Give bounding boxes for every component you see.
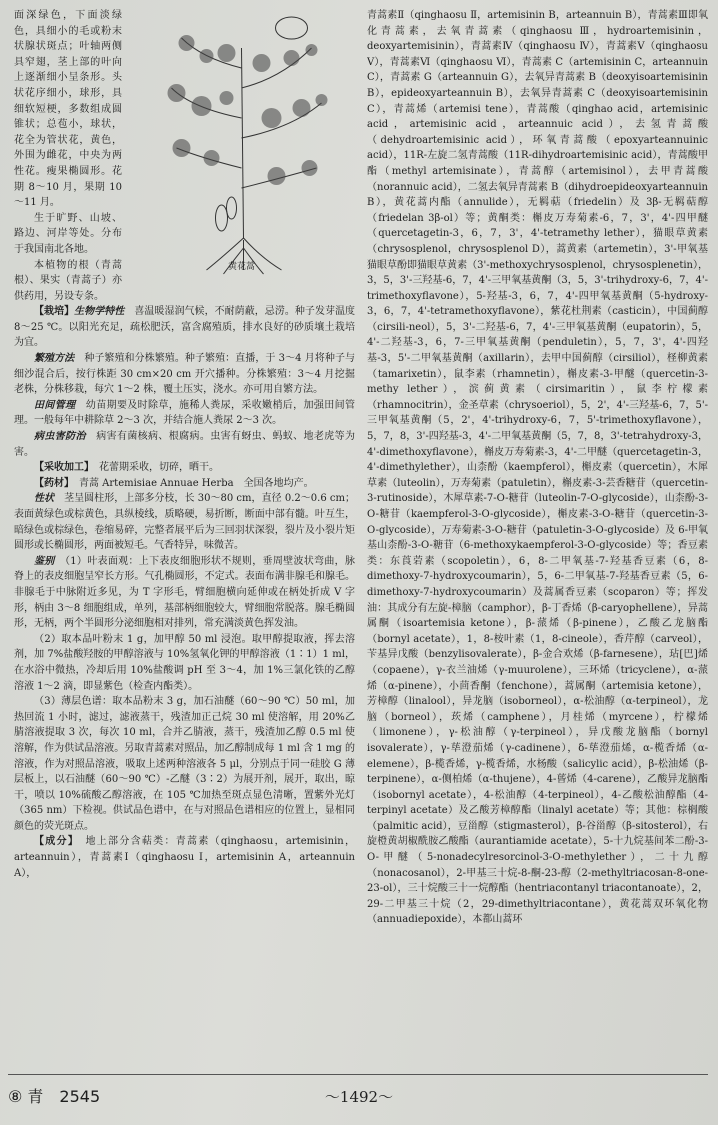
section-heading: 【药材】 (34, 477, 69, 489)
related-text: 本植物的根（青蒿根）、果实（青蒿子）亦供药用，另设专条。 (14, 259, 122, 302)
footer-rule (8, 1074, 708, 1075)
components-para (14, 834, 355, 881)
subheading: 田间管理 (34, 399, 76, 411)
artemisia-drawing-icon (128, 8, 355, 278)
para-text: 花蕾期采收，切碎，晒干。 (99, 462, 219, 474)
figure-caption: 黄花蒿 (227, 262, 255, 273)
subheading: 病虫害防治 (34, 431, 86, 443)
subheading: 鉴别 (34, 555, 55, 567)
para-text: （1）叶表面观：上下表皮细胞形状不规则，垂周壁波状弯曲，脉脊上的表皮细胞呈窄长方形。气孔椭圆形，不定式。表面布满非腺毛和腺毛。非腺毛于中脉附近多见，为 T 字形毛，臂细胞横向延伸或在柄处折成 V 字形，柄由 3～8 细胞组成，单列，基部柄细胞较大，臂细胞常脱落。腺毛椭圆形，无柄，两个半圆形分泌细胞相对排列，常充满淡黄色挥发油。 (14, 555, 355, 630)
right-column (367, 8, 708, 1068)
para-text: 茎呈圆柱形，上部多分枝，长 30～80 cm，直径 0.2～0.6 cm；表面黄绿色或棕黄色，具纵棱线，质略硬，易折断，断面中部有髓。叶互生，暗绿色或棕绿色，卷缩易碎，完整者展平后为三回羽状深裂，裂片及小裂片矩圆形或长椭圆形，两面被短毛。气香特异，味微苦。 (14, 493, 355, 552)
para-text: 种子繁殖和分株繁殖。种子繁殖：直播，于 3～4 月将种子与细沙混合后，按行株距 30 cm×20 cm 开穴播种。分株繁殖：3～4 月挖掘老株，分株移栽，每穴 1～2 株，覆土压实，浇水。亦可用自繁方法。 (14, 353, 355, 396)
field-management-para (14, 398, 355, 429)
components-continued: 青蒿素Ⅱ（qinghaosu Ⅱ，artemisinin B，arteannuin B），青蒿素Ⅲ即氧化青蒿素，去氧青蒿素（qinghaosu Ⅲ，hydroartemisinin，deoxyartemisinin），青蒿素Ⅳ（qinghaosu Ⅳ），青蒿素Ⅴ（qinghaosu Ⅴ），青蒿素Ⅵ（qinghaosu Ⅵ），青蒿素 C（artemisinin C，arteannuin C），青蒿素 G（arteannuin G），去氧异青蒿素 B（deoxyisoartemisinin B），epideoxyarteannuin B），去氧异青蒿素 C（deoxyisoartemisinin C），青蒿烯（artemisi tene），青蒿酸（qinghao acid，artemisinic acid，artemisinic acid，arteannuic acid），去氢青蒿酸（dehydroartemisinic acid），环氧青蒿酸（epoxyarteannuinic acid），11R-左旋二氢青蒿酸（11R-dihydroartemisinic acid），青蒿酸甲酯（methyl artemisinate），青蒿醇（artemisinol），去甲青蒿酸（norannuic acid），二氢去氧异青蒿素 B（dihydroepideoxyarteannuin B），黄花蒿内酯（annulide），无羁萜（friedelin）及 3β-无羁萜醇（friedelan 3β-ol）等；黄酮类：槲皮万寿菊素-6，7，3'，4'-四甲醚（quercetagetin-3，6，7，3'，4'-tetramethy lether），猫眼草黄素（chrysosplenol，chrysosplenol D），蒿黄素（artemetin），3'-甲氧基猫眼草酚即猫眼草黄素（3'-methoxychrysosplenol，chrysosplenetin），3，5，3'-三羟基-6，7，4'-三甲氧基黄酮（3，5，3'-trihydroxy-6，7，4'-trimethoxyflavone），5-羟基-3，6，7，4'-四甲氧基黄酮（5-hydroxy-3，6，7，4'-tetramethoxyflavone），紫花杜荆素（casticin），中国蓟醇（cirsili-neol），5，3'-二羟基-6，7，4'-三甲氧基黄酮（eupatorin），5，4'-二羟基-3，6，7-三甲氧基黄酮（penduletin），5，7，3'，4'-四羟基-3，5'-二甲氧基黄酮（axillarin），去甲中国蓟醇（cirsiliol），柽柳黄素（tamarixetin），鼠李素（rhamnetin），槲皮素-3-甲醚（quercetin-3-methy lether），滨蓟黄素（cirsimaritin），鼠李柠檬素（rhamnocitrin），金圣草素（chrysoeriol），5，2'，4'-三羟基-6，7，5'-三甲氧基黄酮（5，2'，4'-trihydroxy-6，7，5'-trimethoxyflavone），5，7，8，3'-四羟基-3，4'-二甲氧基黄酮（5，7，8，3'-tetrahydroxy-3，4'-dimethoxyflavone），槲皮万寿菊素-3，4'-二甲醚（quercetagetin-3，4'-dimethylether），山柰酚（kaempferol），槲皮素（quercetin），木犀草素（luteolin），万寿菊素（patuletin），槲皮素-3-芸香糖苷（quercetin-3-rutinoside），木犀草素-7-O-糖苷（luteolin-7-O-glycoside），山柰酚-3-O-糖苷（kaempferol-3-O-glycoside），槲皮素-3-O-糖苷（quercetin-3-O-glycoside），万寿菊素-3-O-糖苷（patuletin-3-O-glycoside）及 6-甲氧基山柰酚-3-O-糖苷（6-methoxykaempferol-3-O-glycoside）等；香豆素类：东莨菪素（scopoletin），6，8-二甲氧基-7-羟基香豆素（6，8-dimethoxy-7-hydroxycoumarin），5，6-二甲氧基-7-羟基香豆素（5，6-dimethoxy-7-hydroxycoumarin）及蒿属香豆素（scoparon）等；挥发油：其成分有左旋-樟脑（camphor），β-丁香烯（β-caryophellene），异蒿属酮（isoartemisia ketone），β-蒎烯（β-pinene），乙酸乙龙脑酯（bornyl acetate），1，8-桉叶素（1，8-cineole），香芹醇（carveol），苄基异戊酸（benzylisovalerate），β-金合欢烯（β-farnesene），玷[巴]烯（copaene），γ-衣兰油烯（γ-muurolene），三环烯（tricyclene），α-蒎烯（α-pinene），小茴香酮（fenchone），蒿属酮（artemisia ketone），芳樟醇（linalool），异龙脑（isoborneol），α-松油醇（α-terpineol），龙脑（borneol），莰烯（camphene），月桂烯（myrcene），柠檬烯（limonene），γ-松油醇（γ-terpineol），异戊酸龙脑酯（bornyl isovalerate），γ-荜澄茄烯（γ-cadinene），δ-荜澄茄烯，α-榄香烯（α-elemene），β-榄香烯，γ-榄香烯，水杨酸（salicylic acid），β-松油烯（β-terpinene），α-侧柏烯（α-thujene），4-蒈烯（4-carene），乙酸异龙脑酯（isobornyl acetate），4-松油醇（4-terpineol），4-乙酸松油醇酯（4-terpinyl acetate）及乙酸芳樟醇酯（linalyl acetate）等；其他：棕榈酸（palmitic acid），豆甾醇（stigmasterol），β-谷甾醇（β-sitosterol），右旋橙黄胡椒酰胺乙酸酯（aurantiamide acetate），5-十九烷基间苯二酚-3-O-甲醚（5-nonadecylresorcinol-3-O-methylether），二十九醇（nonacosanol），2-甲基三十烷-8-酮-23-醇（2-methyltriacosan-8-one-23-ol），三十烷酸三十一烷醇酯（hentriacontanyl triacontanoate），2，29-二甲基三十烷（2，29-dimethyltriacontane），黄花蒿双环氧化物（annuadiepoxide），本都山蒿环 (367, 10, 708, 926)
left-column (14, 8, 355, 1068)
description-text: 面深绿色，下面淡绿色，具细小的毛或粉末状腺状斑点；叶轴两侧具窄翅，茎上部的叶向上逐渐细小呈条形。头状花序细小，球形，具细软短梗，多数组成圆锥状；总苞小，球状，花全为管状花，黄色，外围为雌花，中央为两性花。瘦果椭圆形。花期 8～10 月，果期 10～11 月。 (14, 10, 122, 209)
pest-control-para (14, 429, 355, 460)
para-text: 地上部分含萜类：青蒿素（qinghaosu，artemisinin，arteannuin），青蒿素Ⅰ（qinghaosu Ⅰ，artemisinin A，arteannuin A）， (14, 836, 355, 879)
section-heading: 【采收加工】 (34, 462, 89, 474)
properties-para (14, 491, 355, 553)
identification-2-para (14, 632, 355, 694)
section-badge: ⑧ 青 2545 (8, 1087, 101, 1106)
para-text: 幼苗期要及时除草，施稀人粪尿，采收嫩梢后，加强田间管理。一般每年中耕除草 2～3 次，并结合施人粪尿 2～3 次。 (14, 399, 355, 427)
identification-3-para (14, 694, 355, 834)
para-text: 青蒿 Artemisiae Annuae Herba 全国各地均产。 (79, 477, 314, 489)
cultivation-para (14, 304, 355, 351)
habitat-text: 生于旷野、山坡、路边、河岸等处。分布于我国南北各地。 (14, 212, 122, 255)
subheading: 生物学特性 (74, 306, 125, 318)
section-heading: 【成分】 (34, 836, 75, 848)
page-number: ～1492～ (324, 1088, 394, 1106)
propagation-para (14, 351, 355, 398)
para-text: 病害有菌核病、根腐病。虫害有蚜虫、蚂蚁、地老虎等为害。 (14, 431, 355, 458)
para-text: （3）薄层色谱：取本品粉末 3 g，加石油醚（60～90 ℃）50 ml，加热回流 1 小时，滤过，滤液蒸干，残渣加正己烷 30 ml 使溶解，用 20%乙腈溶液提取 3 次，每次 10 ml，合并乙腈液，蒸干，残渣加乙醇 0.5 ml 使溶解，作为供试品溶液。另取青蒿素对照品，加乙醇制成每 1 ml 含 1 mg 的溶液，作为对照品溶液，吸取上述两种溶液各 5 μl，分别点于同一硅胶 G 薄层板上，以石油醚（60～90 ℃）-乙醚（3∶2）为展开剂，展开，取出，晾干，喷以 10%硫酸乙醇溶液，在 105 ℃加热至斑点显色清晰，置紫外光灯（365 nm）下检视。供试品色谱中，在与对照品色谱相应的位置上，显相同颜色的荧光斑点。 (14, 696, 355, 832)
para-text: 喜温暖湿润气候，不耐荫蔽，忌涝。种子发芽温度 8～25 ℃。以阳光充足，疏松肥沃，富含腐殖质，排水良好的砂质壤土栽培为宜。 (14, 306, 355, 349)
medicinal-material-para (14, 476, 355, 492)
section-heading: 【栽培】 (34, 306, 75, 318)
subheading: 繁殖方法 (34, 353, 75, 365)
para-text: （2）取本品叶粉末 1 g，加甲醇 50 ml 浸泡。取甲醇提取液，挥去溶剂，加 7%盐酸羟胺的甲醇溶液与 10%氢氧化钾的甲醇溶液（1∶1）1 ml，在水浴中微热，冷却后用 10%盐酸调 pH 至 3～4，加 1%三氯化铁的乙醇溶液 1～2 滴，即显紫色（检查内酯类）。 (14, 633, 355, 692)
harvest-para (14, 460, 355, 476)
page-footer (0, 1080, 718, 1110)
figure-side-text (14, 8, 122, 304)
subheading: 性状 (34, 493, 55, 505)
identification-para (14, 554, 355, 632)
plant-illustration (128, 8, 355, 278)
